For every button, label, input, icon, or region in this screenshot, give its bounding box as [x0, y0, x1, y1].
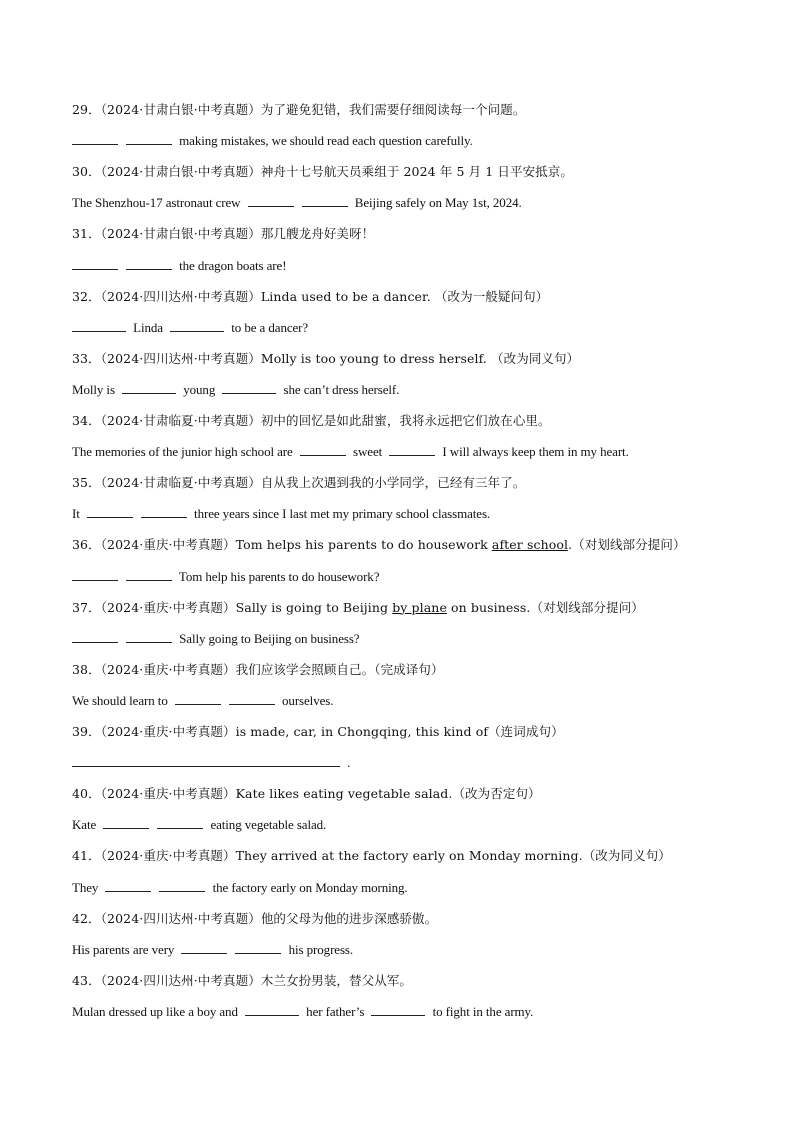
- answer-text: Kate: [72, 817, 100, 833]
- question-instruction: .（对划线部分提问）: [568, 537, 686, 553]
- answer-text: Tom help his parents to do housework?: [176, 568, 380, 584]
- answer-text: Molly is: [72, 381, 119, 397]
- answer-line-41: [72, 876, 754, 900]
- answer-text: the dragon boats are!: [176, 257, 287, 273]
- question-42: [72, 907, 754, 931]
- question-31: [72, 222, 754, 246]
- answer-line-32: [72, 316, 754, 340]
- answer-line-39: [72, 751, 754, 775]
- answer-blank[interactable]: [141, 503, 187, 518]
- question-text: 41．（2024·重庆·中考真题）They arrived at the factory early on Monday morning.（改为同义句）: [72, 848, 671, 864]
- question-text: 33．（2024·四川达州·中考真题）Molly is too young to dress herself. （改为同义句）: [72, 350, 580, 366]
- question-39: [72, 720, 754, 744]
- answer-text: to be a dancer?: [228, 319, 309, 335]
- question-30: [72, 160, 754, 184]
- answer-text: Linda: [130, 319, 167, 335]
- answer-text: His parents are very: [72, 941, 178, 957]
- answer-text: They: [72, 879, 102, 895]
- answer-text: ourselves.: [278, 692, 334, 708]
- answer-text: The Shenzhou-17 astronaut crew: [72, 195, 244, 211]
- answer-blank[interactable]: [389, 441, 435, 456]
- question-29: [72, 98, 754, 122]
- answer-text: young: [180, 381, 219, 397]
- answer-text: making mistakes, we should read each question carefully.: [176, 133, 473, 149]
- question-36: [72, 533, 754, 557]
- question-text: 32．（2024·四川达州·中考真题）Linda used to be a dancer. （改为一般疑问句）: [72, 288, 549, 304]
- answer-blank[interactable]: [72, 317, 126, 332]
- question-40: [72, 782, 754, 806]
- answer-text: to fight in the army.: [429, 1003, 534, 1019]
- answer-line-42: [72, 938, 754, 962]
- answer-blank[interactable]: [87, 503, 133, 518]
- answer-line-40: [72, 813, 754, 837]
- answer-blank[interactable]: [371, 1001, 425, 1016]
- answer-blank[interactable]: [72, 566, 118, 581]
- answer-blank[interactable]: [126, 255, 172, 270]
- question-text: 30．（2024·甘肃白银·中考真题）神舟十七号航天员乘组于 2024 年 5 月 1 日平安抵京。: [72, 164, 573, 180]
- answer-text: sweet: [349, 444, 386, 460]
- answer-blank[interactable]: [222, 379, 276, 394]
- question-32: [72, 285, 754, 309]
- answer-line-36: [72, 565, 754, 589]
- question-41: [72, 844, 754, 868]
- question-instruction: on business.（对划线部分提问）: [446, 599, 644, 615]
- answer-text: .: [344, 755, 351, 771]
- answer-blank[interactable]: [159, 877, 205, 892]
- answer-text: she can’t dress herself.: [280, 381, 400, 397]
- underlined-phrase: after school: [491, 537, 569, 553]
- question-37: [72, 596, 754, 620]
- answer-blank[interactable]: [103, 814, 149, 829]
- answer-blank[interactable]: [126, 628, 172, 643]
- answer-line-34: [72, 440, 754, 464]
- question-text: 31．（2024·甘肃白银·中考真题）那几艘龙舟好美呀！: [72, 226, 375, 242]
- question-text: 34．（2024·甘肃临夏·中考真题）初中的回忆是如此甜蜜，我将永远把它们放在心里。: [72, 413, 551, 428]
- question-43: [72, 969, 754, 993]
- answer-text: three years since I last met my primary school classmates.: [190, 506, 491, 522]
- answer-line-43: [72, 1000, 754, 1024]
- question-text: 43．（2024·四川达州·中考真题）木兰女扮男装，替父从军。: [72, 972, 413, 988]
- answer-blank[interactable]: [229, 690, 275, 705]
- question-text: 40．（2024·重庆·中考真题）Kate likes eating vegetable salad.（改为否定句）: [72, 786, 541, 802]
- answer-line-29: [72, 129, 754, 153]
- answer-text: her father’s: [303, 1003, 368, 1019]
- question-text: 35．（2024·甘肃临夏·中考真题）自从我上次遇到我的小学同学，已经有三年了。: [72, 475, 526, 491]
- answer-line-37: [72, 627, 754, 651]
- answer-blank[interactable]: [170, 317, 224, 332]
- question-text: 29．（2024·甘肃白银·中考真题）为了避免犯错，我们需要仔细阅读每一个问题。: [72, 102, 526, 117]
- underlined-phrase: by plane: [392, 599, 447, 615]
- answer-text: The memories of the junior high school are: [72, 444, 296, 460]
- question-text: 37．（2024·重庆·中考真题）Sally is going to Beijing: [72, 599, 393, 615]
- answer-blank[interactable]: [248, 192, 294, 207]
- answer-blank[interactable]: [72, 752, 340, 767]
- question-text: 39．（2024·重庆·中考真题）is made, car, in Chongqing, this kind of（连词成句）: [72, 724, 564, 739]
- answer-blank[interactable]: [105, 877, 151, 892]
- answer-blank[interactable]: [126, 566, 172, 581]
- answer-blank[interactable]: [157, 814, 203, 829]
- answer-line-33: [72, 378, 754, 402]
- answer-text: the factory early on Monday morning.: [209, 879, 408, 895]
- answer-blank[interactable]: [235, 939, 281, 954]
- question-text: 36．（2024·重庆·中考真题）Tom helps his parents to do housework: [72, 537, 492, 553]
- answer-text: We should learn to: [72, 692, 171, 708]
- answer-blank[interactable]: [72, 255, 118, 270]
- answer-blank[interactable]: [300, 441, 346, 456]
- question-35: [72, 471, 754, 495]
- answer-line-35: [72, 502, 754, 526]
- answer-line-31: [72, 254, 754, 278]
- answer-line-30: [72, 191, 754, 215]
- answer-text: It: [72, 506, 83, 522]
- question-33: [72, 347, 754, 371]
- answer-text: Mulan dressed up like a boy and: [72, 1003, 242, 1019]
- answer-blank[interactable]: [245, 1001, 299, 1016]
- answer-line-38: [72, 689, 754, 713]
- answer-text: Sally going to Beijing on business?: [176, 630, 360, 646]
- answer-text: I will always keep them in my heart.: [439, 444, 629, 460]
- answer-text: eating vegetable salad.: [207, 817, 327, 833]
- question-38: [72, 658, 754, 682]
- answer-blank[interactable]: [175, 690, 221, 705]
- answer-blank[interactable]: [126, 130, 172, 145]
- answer-blank[interactable]: [72, 130, 118, 145]
- answer-blank[interactable]: [302, 192, 348, 207]
- answer-text: his progress.: [285, 941, 354, 957]
- answer-blank[interactable]: [72, 628, 118, 643]
- question-text: 38．（2024·重庆·中考真题）我们应该学会照顾自己。（完成译句）: [72, 661, 444, 677]
- answer-blank[interactable]: [122, 379, 176, 394]
- question-text: 42．（2024·四川达州·中考真题）他的父母为他的进步深感骄傲。: [72, 910, 438, 926]
- question-34: [72, 409, 754, 433]
- answer-text: Beijing safely on May 1st, 2024.: [351, 195, 522, 211]
- answer-blank[interactable]: [181, 939, 227, 954]
